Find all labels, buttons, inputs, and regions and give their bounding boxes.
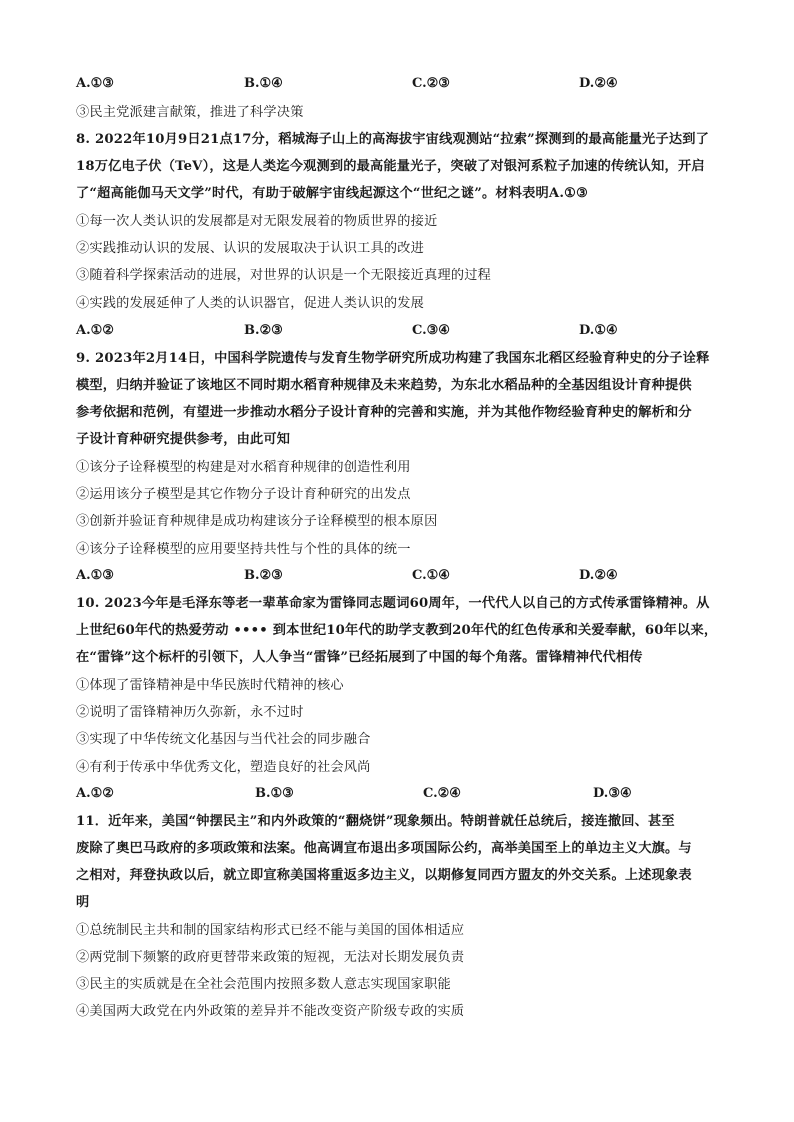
q11-stem-line: 明 [76, 895, 90, 910]
q10-stem-line: 在“雷锋”这个标杆的引领下，人人争当“雷锋”已经拓展到了中国的每个角落。雷锋精神代代相传 [76, 650, 643, 665]
option-a: A.①③ [76, 568, 114, 583]
q11-item: ②两党制下频繁的政府更替带来政策的短视，无法对长期发展负责 [76, 950, 465, 965]
q9-item: ①该分子诠释模型的构建是对水稻育种规律的创造性利用 [76, 460, 411, 475]
option-c: C.③④ [412, 323, 450, 338]
option-b: B.①④ [244, 76, 283, 91]
q11-item: ④美国两大政党在内外政策的差异并不能改变资产阶级专政的实质 [76, 1004, 465, 1019]
q9-stem-line: 参考依据和范例，有望进一步推动水稻分子设计育种的完善和实施，并为其他作物经验育种史的解析和分 [76, 405, 692, 420]
option-a: A.①③ [76, 76, 114, 91]
q10-stem-line: 10. 2023今年是毛泽东等老一辈革命家为雷锋同志题词60周年，一代代人以自己的方式传承雷锋精神。从 [76, 596, 710, 611]
q7-item-3: ③民主党派建言献策，推进了科学决策 [76, 105, 304, 120]
q9-item: ②运用该分子模型是其它作物分子设计育种研究的出发点 [76, 487, 411, 502]
q8-stem-line: 了“超高能伽马天文学”时代，有助于破解宇宙线起源这个“世纪之谜”。材料表明A.①③ [76, 186, 589, 201]
q8-stem-line: 8. 2022年10月9日21点17分，稻城海子山上的高海拔宇宙线观测站“拉索”探测到的最高能量光子达到了 [76, 132, 709, 147]
q8-item: ②实践推动认识的发展、认识的发展取决于认识工具的改进 [76, 241, 425, 256]
q9-item: ④该分子诠释模型的应用要坚持共性与个性的具体的统一 [76, 542, 411, 557]
q9-stem-line: 模型，归纳并验证了该地区不同时期水稻育种规律及未来趋势，为东北水稻品种的全基因组设计育种提供 [76, 378, 692, 393]
q11-item: ①总统制民主共和制的国家结构形式已经不能与美国的国体相适应 [76, 923, 465, 938]
q9-item: ③创新并验证育种规律是成功构建该分子诠释模型的根本原因 [76, 514, 438, 529]
option-b: B.②③ [244, 323, 283, 338]
option-d: D.③④ [593, 786, 632, 801]
option-d: D.②④ [579, 568, 618, 583]
q8-stem-line: 18万亿电子伏（TeV），这是人类迄今观测到的最高能量光子，突破了对银河系粒子加速的传统认知，开启 [76, 159, 705, 174]
option-d: D.①④ [579, 323, 618, 338]
q8-item: ③随着科学探索活动的进展，对世界的认识是一个无限接近真理的过程 [76, 268, 492, 283]
option-d: D.②④ [579, 76, 618, 91]
q7-options [76, 76, 756, 94]
q8-item: ①每一次人类认识的发展都是对无限发展着的物质世界的接近 [76, 214, 438, 229]
option-b: B.②③ [244, 568, 283, 583]
q9-options [76, 568, 756, 586]
q9-stem-line: 9. 2023年2月14日，中国科学院遗传与发育生物学研究所成功构建了我国东北稻区经验育种史的分子诠释 [76, 351, 710, 366]
option-b: B.①③ [255, 786, 294, 801]
q10-stem-line: 上世纪60年代的热爱劳动 •••• 到本世纪10年代的助学支教到20年代的红色传承和关爱奉献，60年以来， [76, 623, 718, 638]
option-c: C.②④ [423, 786, 461, 801]
q11-item: ③民主的实质就是在全社会范围内按照多数人意志实现国家职能 [76, 977, 451, 992]
q11-stem-line: 11．近年来，美国“钟摆民主”和内外政策的“翻烧饼”现象频出。特朗普就任总统后，接连撤回、甚至 [76, 814, 675, 829]
option-a: A.①② [76, 786, 114, 801]
q10-item: ③实现了中华传统文化基因与当代社会的同步融合 [76, 732, 371, 747]
q10-item: ④有利于传承中华优秀文化，塑造良好的社会风尚 [76, 760, 371, 775]
q10-options [76, 786, 756, 804]
option-c: C.①④ [412, 568, 450, 583]
option-a: A.①② [76, 323, 114, 338]
q11-stem-line: 废除了奥巴马政府的多项政策和法案。他高调宣布退出多项国际公约，高举美国至上的单边主义大旗。与 [76, 841, 692, 856]
q11-stem-line: 之相对，拜登执政以后，就立即宣称美国将重返多边主义，以期修复同西方盟友的外交关系。上述现象表 [76, 868, 692, 883]
q10-item: ②说明了雷锋精神历久弥新，永不过时 [76, 705, 304, 720]
option-c: C.②③ [412, 76, 450, 91]
q8-options [76, 323, 756, 341]
q10-item: ①体现了雷锋精神是中华民族时代精神的核心 [76, 678, 344, 693]
q8-item: ④实践的发展延伸了人类的认识器官，促进人类认识的发展 [76, 296, 425, 311]
q9-stem-line: 子设计育种研究提供参考，由此可知 [76, 432, 291, 447]
